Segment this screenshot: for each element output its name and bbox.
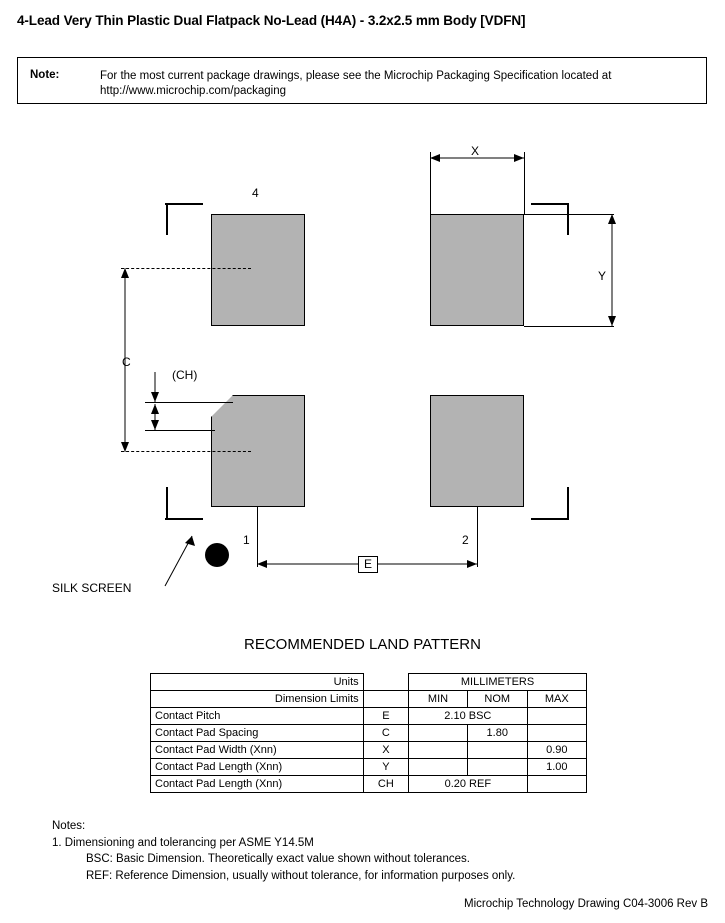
dimension-y-ext-top — [524, 214, 614, 215]
dimension-x-ext-left — [430, 152, 431, 214]
dimension-ch-arrow2 — [145, 402, 165, 434]
row-min — [409, 725, 468, 742]
centerline-top-left — [121, 268, 251, 269]
table-header-limits — [151, 691, 587, 708]
row-desc: Contact Pad Width (Xnn) — [151, 742, 364, 759]
land-pattern-table — [150, 673, 587, 793]
silk-corner-top-right-h — [531, 203, 569, 205]
row-nom: 1.80 — [467, 725, 527, 742]
table-row — [151, 742, 587, 759]
dimension-x-ext-right — [524, 152, 525, 214]
row-desc: Contact Pitch — [151, 708, 364, 725]
dimension-y-ext-bottom — [524, 326, 614, 327]
pad-top-right — [430, 214, 524, 326]
note-box — [17, 57, 707, 104]
header-min: MIN — [409, 691, 468, 708]
header-nom: NOM — [467, 691, 527, 708]
table-header-units — [151, 674, 587, 691]
package-drawing — [0, 110, 725, 620]
footer-drawing-number: Microchip Technology Drawing C04-3006 Rev B — [464, 898, 708, 910]
header-units-label: Units — [151, 674, 364, 691]
dimension-ch-label: (CH) — [172, 368, 198, 382]
row-nom — [467, 759, 527, 776]
notes-heading: Notes: — [52, 820, 86, 832]
note-text: For the most current package drawings, please see the Microchip Packaging Specification located at http://www.microchip.com/packaging — [100, 70, 612, 97]
dimension-x-label: X — [471, 144, 480, 158]
row-sym: C — [363, 725, 408, 742]
row-max: 1.00 — [527, 759, 586, 776]
row-desc: Contact Pad Length (Xnn) — [151, 759, 364, 776]
pad-label-2: 2 — [462, 533, 469, 547]
pad-label-4: 4 — [252, 186, 259, 200]
row-min — [409, 742, 468, 759]
row-sym: X — [363, 742, 408, 759]
row-desc: Contact Pad Spacing — [151, 725, 364, 742]
pad-bottom-right — [430, 395, 524, 507]
dimension-y-label: Y — [598, 269, 607, 283]
row-sym: Y — [363, 759, 408, 776]
table-row — [151, 708, 587, 725]
row-sym: CH — [363, 776, 408, 793]
land-pattern-heading: RECOMMENDED LAND PATTERN — [244, 636, 481, 653]
note-item-1: 1. Dimensioning and tolerancing per ASME Y14.5M — [52, 836, 314, 849]
header-dimension-limits: Dimension Limits — [151, 691, 364, 708]
table-row — [151, 776, 587, 793]
silk-corner-top-left-v — [166, 203, 168, 235]
row-min — [409, 759, 468, 776]
silk-screen-label: SILK SCREEN — [52, 581, 132, 595]
notes-block — [52, 818, 515, 884]
silk-screen-leader — [130, 510, 250, 600]
row-max — [527, 725, 586, 742]
table-row — [151, 725, 587, 742]
table-row — [151, 759, 587, 776]
dimension-x-arrow — [420, 146, 540, 170]
silk-corner-top-left-h — [165, 203, 203, 205]
silk-corner-top-right-v — [567, 203, 569, 235]
header-units-value: MILLIMETERS — [409, 674, 587, 691]
dimension-c-label: C — [122, 355, 131, 369]
silk-corner-bottom-right-v — [567, 487, 569, 519]
row-nom: 0.20 REF — [409, 776, 528, 793]
row-desc: Contact Pad Length (Xnn) — [151, 776, 364, 793]
note-label: Note: — [30, 69, 60, 81]
row-max — [527, 776, 586, 793]
centerline-bottom-left — [121, 451, 251, 452]
row-max — [527, 708, 586, 725]
note-bsc: BSC: Basic Dimension. Theoretically exact value shown without tolerances. — [86, 853, 470, 865]
dimension-ch-arrow — [145, 368, 165, 406]
row-max: 0.90 — [527, 742, 586, 759]
dimension-e-label: E — [358, 556, 378, 573]
note-ref: REF: Reference Dimension, usually without tolerance, for information purposes only. — [86, 869, 516, 882]
row-nom — [467, 742, 527, 759]
row-nom: 2.10 BSC — [409, 708, 528, 725]
header-units-blank — [363, 674, 408, 691]
page-title: 4-Lead Very Thin Plastic Dual Flatpack No-Lead (H4A) - 3.2x2.5 mm Body [VDFN] — [17, 13, 526, 28]
header-symbol-blank — [363, 691, 408, 708]
row-sym: E — [363, 708, 408, 725]
header-max: MAX — [527, 691, 586, 708]
silk-corner-bottom-right-h — [531, 518, 569, 520]
pad-top-left — [211, 214, 305, 326]
pad-label-1: 1 — [243, 533, 250, 547]
